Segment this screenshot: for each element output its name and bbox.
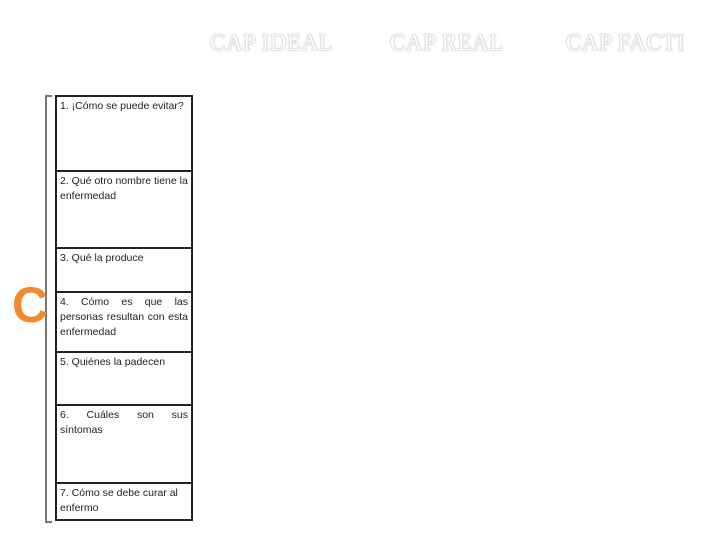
question-cell-4: 4. Cómo es que las personas resultan con esta enfermedad [57,293,191,353]
question-cell-6: 6. Cuáles son sus síntomas [57,406,191,484]
side-letter: C [12,277,49,333]
question-cell-1: 1. ¡Cómo se puede evitar? [57,97,191,172]
question-cell-7: 7. Cómo se debe curar al enfermo [60,487,178,514]
question-cell-2: 2. Qué otro nombre tiene la enfermedad [57,172,191,249]
header-cap-facti: CAP FACTI [566,30,685,55]
questions-table [55,95,193,521]
header-cap-ideal: CAP IDEAL [210,30,334,55]
header-cap-real: CAP REAL [390,30,504,55]
question-cell-5: 5. Quiénes la padecen [57,353,191,406]
question-cell-3: 3. Qué la produce [57,249,191,293]
